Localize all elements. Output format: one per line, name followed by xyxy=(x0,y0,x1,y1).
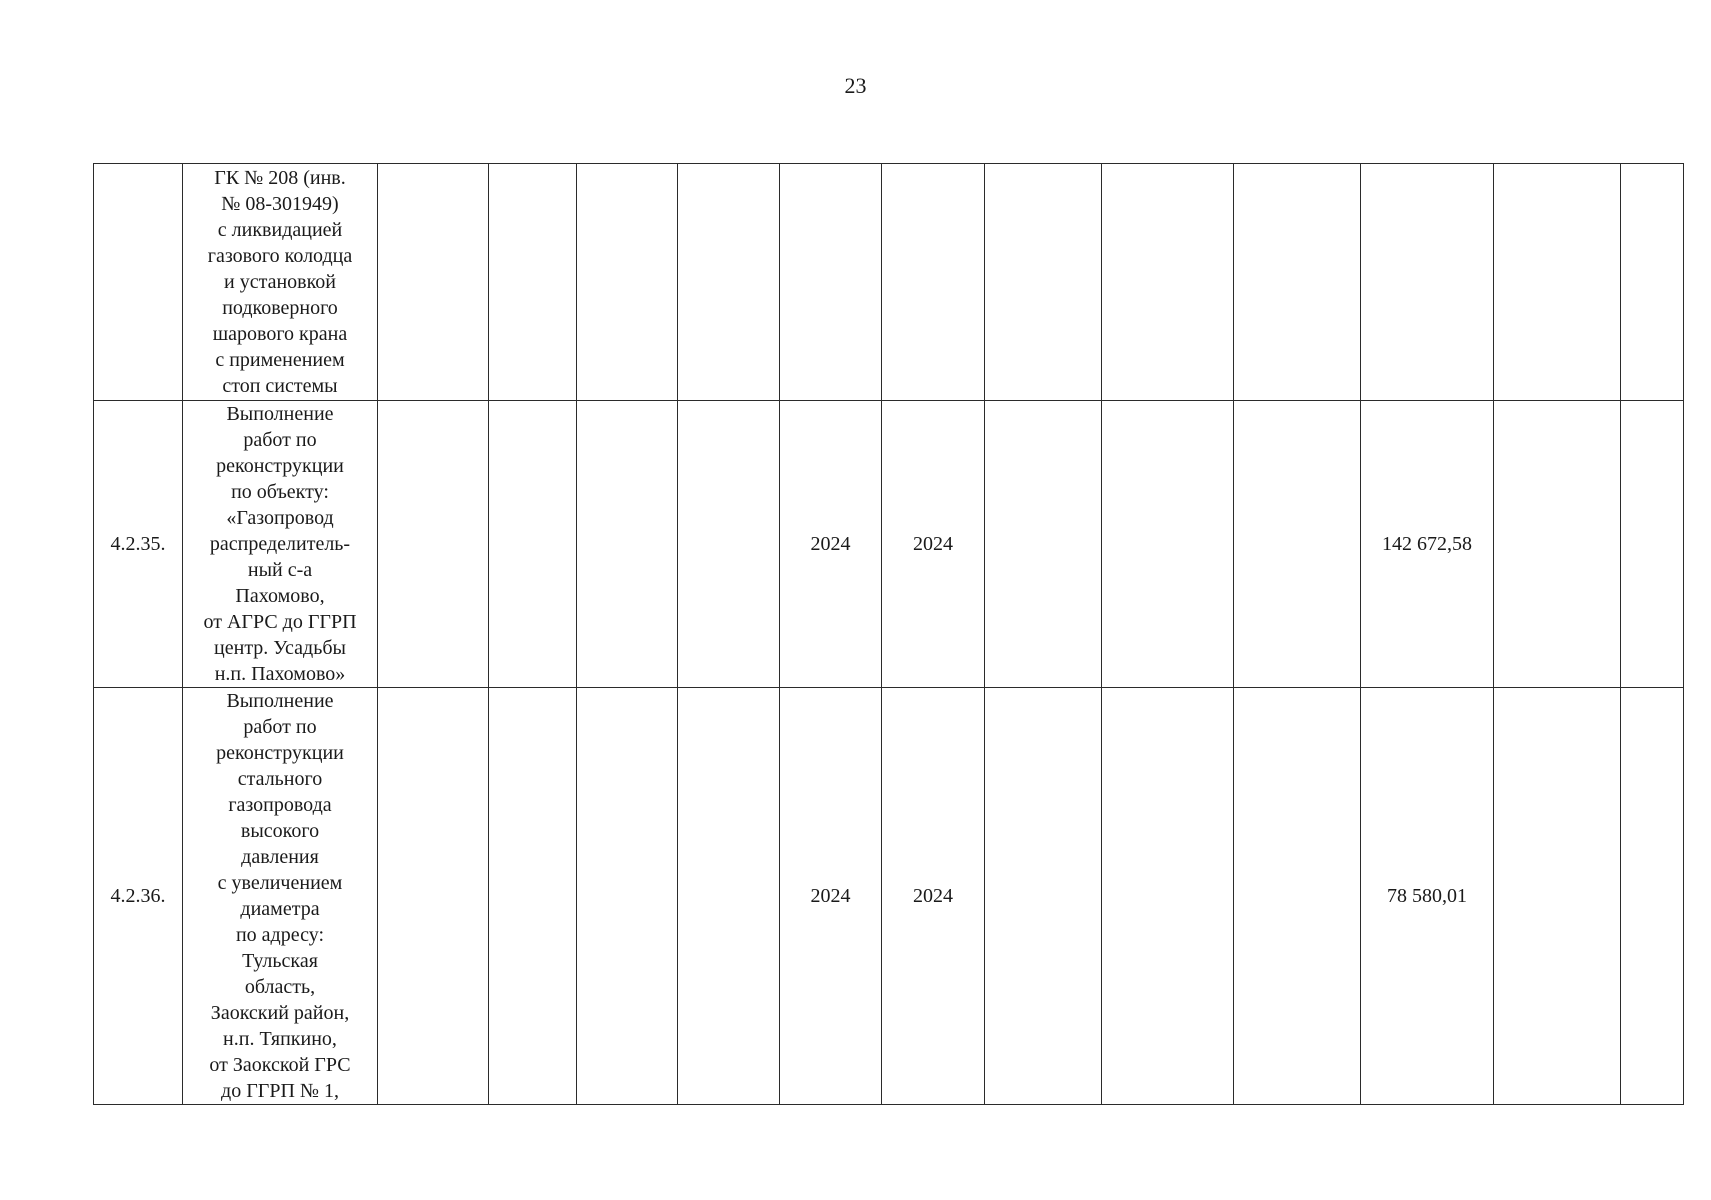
empty-cell xyxy=(1234,688,1361,1105)
empty-cell xyxy=(489,164,577,401)
empty-cell xyxy=(678,688,780,1105)
row-number-cell: 4.2.36. xyxy=(94,688,183,1105)
empty-cell xyxy=(985,688,1102,1105)
data-table xyxy=(93,163,1684,1105)
row-number-cell xyxy=(94,164,183,401)
empty-cell xyxy=(678,164,780,401)
empty-cell xyxy=(985,401,1102,688)
description-cell: Выполнение работ по реконструкции по объекту: «Газопровод распределитель- ный с-а Пахомово, от АГРС до ГГРП центр. Усадьбы н.п. Пахомово» xyxy=(183,401,378,688)
amount-cell xyxy=(1361,164,1494,401)
empty-cell xyxy=(1102,688,1234,1105)
year-start-cell: 2024 xyxy=(780,688,882,1105)
year-end-cell: 2024 xyxy=(882,688,985,1105)
empty-cell xyxy=(378,164,489,401)
table-row xyxy=(94,688,1684,1105)
empty-cell xyxy=(1494,164,1621,401)
year-end-cell: 2024 xyxy=(882,401,985,688)
empty-cell xyxy=(1234,401,1361,688)
table-row xyxy=(94,401,1684,688)
empty-cell xyxy=(1234,164,1361,401)
empty-cell xyxy=(985,164,1102,401)
empty-cell xyxy=(1621,164,1684,401)
empty-cell xyxy=(577,401,678,688)
description-cell: Выполнение работ по реконструкции стального газопровода высокого давления с увеличением диаметра по адресу: Тульская область, Заокский район, н.п. Тяпкино, от Заокской ГРС до ГГРП № 1, xyxy=(183,688,378,1105)
empty-cell xyxy=(1102,164,1234,401)
table-row xyxy=(94,164,1684,401)
year-start-cell: 2024 xyxy=(780,401,882,688)
empty-cell xyxy=(1621,401,1684,688)
page-number: 23 xyxy=(844,73,867,98)
empty-cell xyxy=(378,688,489,1105)
empty-cell xyxy=(489,401,577,688)
empty-cell xyxy=(1494,401,1621,688)
empty-cell xyxy=(1102,401,1234,688)
amount-cell: 78 580,01 xyxy=(1361,688,1494,1105)
description-cell: ГК № 208 (инв. № 08-301949) с ликвидацией газового колодца и установкой подковерного шарового крана с применением стоп системы xyxy=(183,164,378,401)
empty-cell xyxy=(577,164,678,401)
empty-cell xyxy=(1494,688,1621,1105)
empty-cell xyxy=(1621,688,1684,1105)
row-number-cell: 4.2.35. xyxy=(94,401,183,688)
empty-cell xyxy=(577,688,678,1105)
year-end-cell xyxy=(882,164,985,401)
empty-cell xyxy=(489,688,577,1105)
empty-cell xyxy=(378,401,489,688)
year-start-cell xyxy=(780,164,882,401)
empty-cell xyxy=(678,401,780,688)
amount-cell: 142 672,58 xyxy=(1361,401,1494,688)
